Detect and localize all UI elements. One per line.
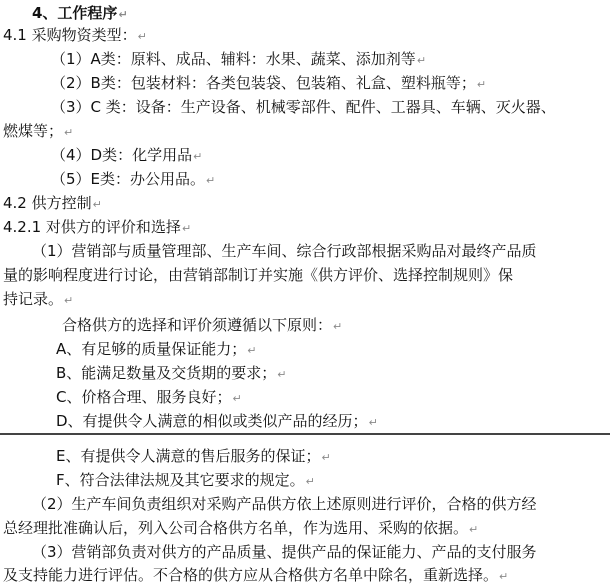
- principle-e: E、有提供令人满意的售后服务的保证；↵: [56, 447, 331, 465]
- page-gap: [0, 435, 610, 438]
- subsection-4-1: 4.1 采购物资类型：↵: [3, 26, 147, 44]
- list-item-e: （5）E类：办公用品。↵: [51, 170, 216, 188]
- section-heading: 4、工作程序↵: [32, 4, 128, 22]
- list-item-a: （1）A类：原料、成品、辅料：水果、蔬菜、添加剂等↵: [51, 50, 427, 68]
- list-item-d: （4）D类：化学用品↵: [51, 146, 203, 164]
- paragraph-2-line-2: 总经理批准确认后，列入公司合格供方名单，作为选用、采购的依据。↵: [3, 519, 479, 537]
- principle-b: B、能满足数量及交货期的要求；↵: [56, 364, 287, 382]
- principle-f: F、符合法律法规及其它要求的规定。↵: [56, 471, 315, 489]
- paragraph-1-line-2: 量的影响程度进行讨论，由营销部制订并实施《供方评价、选择控制规则》保: [3, 266, 514, 284]
- list-item-b: （2）B类：包装材料：各类包装袋、包装箱、礼盒、塑料瓶等；↵: [51, 74, 487, 92]
- list-item-c-cont: 燃煤等；↵: [3, 122, 74, 140]
- subsection-4-2: 4.2 供方控制↵: [3, 194, 102, 212]
- principle-c: C、价格合理、服务良好；↵: [56, 388, 242, 406]
- principle-d: D、有提供令人满意的相似或类似产品的经历；↵: [56, 412, 378, 430]
- paragraph-1-line-3: 持记录。↵: [3, 290, 74, 308]
- paragraph-3-line-1: （3）营销部负责对供方的产品质量、提供产品的保证能力、产品的支付服务: [32, 543, 537, 561]
- principles-intro: 合格供方的选择和评价须遵循以下原则：↵: [62, 316, 343, 334]
- paragraph-3-line-2: 及支持能力进行评估。不合格的供方应从合格供方名单中除名，重新选择。↵: [3, 566, 509, 584]
- list-item-c: （3）C 类：设备：生产设备、机械零部件、配件、工器具、车辆、灭火器、: [51, 98, 556, 116]
- principle-a: A、有足够的质量保证能力；↵: [56, 340, 257, 358]
- paragraph-2-line-1: （2）生产车间负责组织对采购产品供方依上述原则进行评价，合格的供方经: [32, 495, 537, 513]
- subsection-4-2-1: 4.2.1 对供方的评价和选择↵: [3, 218, 192, 236]
- paragraph-1-line-1: （1）营销部与质量管理部、生产车间、综合行政部根据采购品对最终产品质: [32, 242, 537, 260]
